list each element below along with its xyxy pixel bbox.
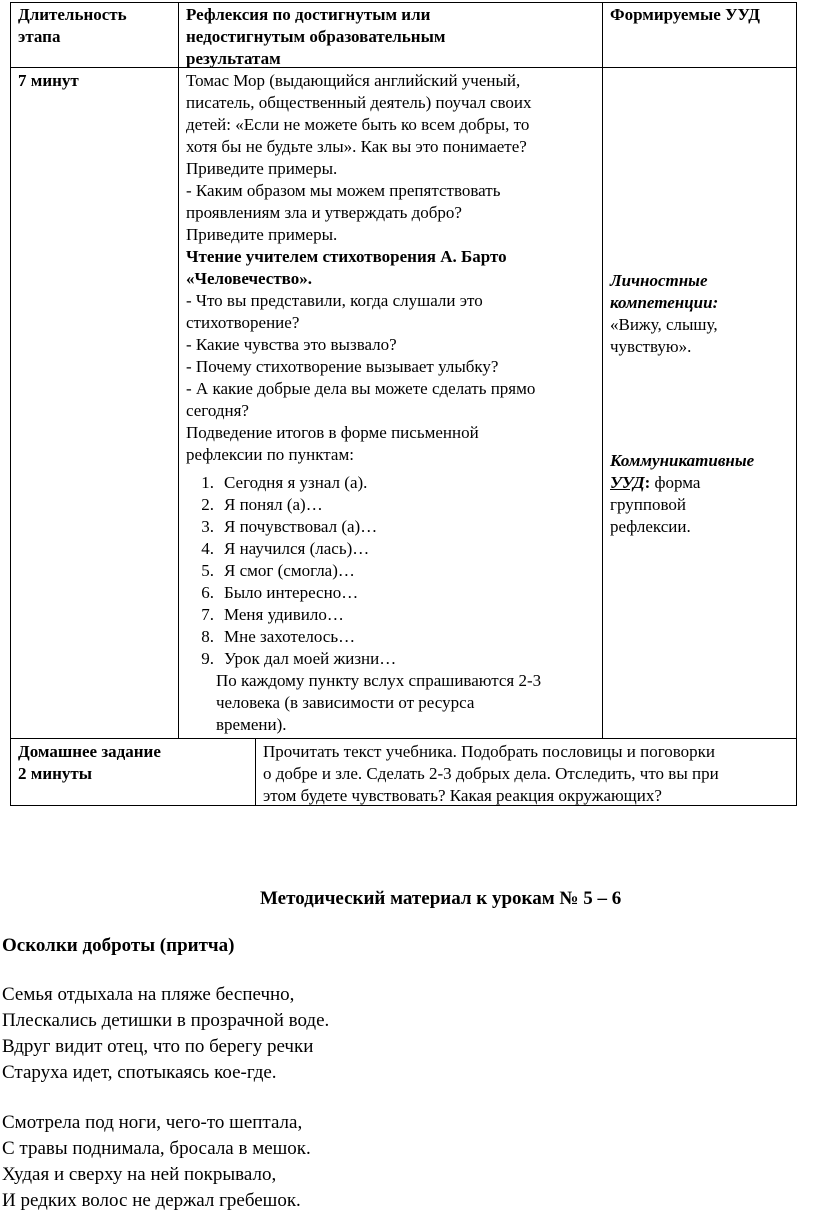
uud-comm-colon: :	[644, 473, 651, 492]
poem-title: Осколки доброты (притча)	[2, 935, 235, 956]
table-right-border	[796, 2, 797, 806]
reflection-text-line: Томас Мор (выдающийся английский ученый,	[186, 71, 521, 90]
reflection-text-line: детей: «Если не можете быть ко всем добры, то	[186, 115, 530, 134]
uud-personal-title: Личностные	[610, 271, 708, 290]
homework-label-line: 2 минуты	[18, 764, 93, 783]
poem-stanza-2	[2, 1110, 311, 1214]
question-line: - А какие добрые дела вы можете сделать прямо	[186, 379, 536, 398]
header-reflection-line: результатам	[186, 49, 281, 68]
uud-comm-after: форма	[650, 473, 701, 492]
homework-text-line: о добре и зле. Сделать 2-3 добрых дела. Отследить, что вы при	[263, 764, 719, 783]
list-item: 7. Меня удивило…	[201, 605, 344, 624]
table-row-divider	[10, 738, 797, 739]
reflection-text-line: писатель, общественный деятель) поучал своих	[186, 93, 532, 112]
table-col1-divider	[178, 2, 179, 739]
poem-line: Семья отдыхала на пляже беспечно,	[2, 984, 295, 1005]
poem-line: Смотрела под ноги, чего-то шептала,	[2, 1112, 303, 1133]
uud-communicative	[610, 450, 754, 538]
row1-reflection	[186, 70, 535, 466]
homework-text	[263, 741, 719, 807]
list-item: 2. Я понял (а)…	[201, 495, 323, 514]
table-top-border	[10, 2, 797, 3]
reflection-text-line: хотя бы не будьте злы». Как вы это понимаете?	[186, 137, 527, 156]
uud-personal	[610, 270, 718, 358]
question-line: - Какие чувства это вызвало?	[186, 335, 397, 354]
list-item: 5. Я смог (смогла)…	[201, 561, 355, 580]
reflection-list	[186, 472, 396, 670]
poem-line: Плескались детишки в прозрачной воде.	[2, 1010, 330, 1031]
homework-label	[18, 741, 161, 785]
header-uud-label: Формируемые УУД	[610, 5, 761, 24]
question-line: стихотворение?	[186, 313, 300, 332]
after-list-line: времени).	[216, 715, 287, 734]
reflection-text-line: Приведите примеры.	[186, 159, 338, 178]
list-item: 6. Было интересно…	[201, 583, 359, 602]
poem-stanza-1	[2, 982, 329, 1086]
homework-text-line: Прочитать текст учебника. Подобрать пословицы и поговорки	[263, 742, 716, 761]
header-reflection-line: Рефлексия по достигнутым или	[186, 5, 431, 24]
list-item: 9. Урок дал моей жизни…	[201, 649, 397, 668]
header-uud	[610, 4, 760, 26]
question-line: - Что вы представили, когда слушали это	[186, 291, 483, 310]
poem-line: Старуха идет, спотыкаясь кое-где.	[2, 1062, 277, 1083]
list-item: 1. Сегодня я узнал (а).	[201, 473, 368, 492]
homework-label-line: Домашнее задание	[18, 742, 161, 761]
list-item: 4. Я научился (лась)…	[201, 539, 370, 558]
reading-heading-line: «Человечество».	[186, 269, 312, 288]
row1-duration: 7 минут	[18, 71, 79, 90]
uud-personal-text: «Вижу, слышу,	[610, 315, 718, 334]
list-item: 3. Я почувствовал (а)…	[201, 517, 378, 536]
uud-comm-text: групповой	[610, 495, 686, 514]
header-duration	[18, 4, 127, 48]
question-line: - Почему стихотворение вызывает улыбку?	[186, 357, 499, 376]
reading-heading-line: Чтение учителем стихотворения А. Барто	[186, 247, 507, 266]
method-title: Методический материал к урокам № 5 – 6	[260, 888, 622, 909]
poem-line: С травы поднимала, бросала в мешок.	[2, 1138, 311, 1159]
poem-line: И редких волос не держал гребешок.	[2, 1190, 301, 1211]
uud-comm-text: рефлексии.	[610, 517, 691, 536]
header-duration-line: этапа	[18, 27, 61, 46]
reflection-text-line: Приведите примеры.	[186, 225, 338, 244]
reflection-text-line: - Каким образом мы можем препятствовать	[186, 181, 501, 200]
question-line: рефлексии по пунктам:	[186, 445, 354, 464]
poem-line: Вдруг видит отец, что по берегу речки	[2, 1036, 314, 1057]
after-list-line: человека (в зависимости от ресурса	[216, 693, 475, 712]
after-list-line: По каждому пункту вслух спрашиваются 2-3	[216, 671, 542, 690]
uud-personal-text: чувствую».	[610, 337, 692, 356]
table-row2-divider	[255, 738, 256, 805]
uud-comm-line	[610, 472, 754, 494]
question-line: сегодня?	[186, 401, 249, 420]
uud-comm-title2: УУД	[610, 473, 645, 492]
question-line: Подведение итогов в форме письменной	[186, 423, 479, 442]
header-reflection	[186, 4, 445, 70]
header-reflection-line: недостигнутым образовательным	[186, 27, 446, 46]
table-left-border	[10, 2, 11, 806]
after-list-note	[216, 670, 541, 736]
homework-text-line: этом будете чувствовать? Какая реакция окружающих?	[263, 786, 662, 805]
reflection-text-line: проявлениям зла и утверждать добро?	[186, 203, 462, 222]
list-item: 8. Мне захотелось…	[201, 627, 356, 646]
poem-line: Худая и сверху на ней покрывало,	[2, 1164, 277, 1185]
header-duration-line: Длительность	[18, 5, 127, 24]
uud-comm-title: Коммуникативные	[610, 451, 755, 470]
uud-personal-title: компетенции:	[610, 293, 719, 312]
table-col2-divider	[602, 2, 603, 739]
